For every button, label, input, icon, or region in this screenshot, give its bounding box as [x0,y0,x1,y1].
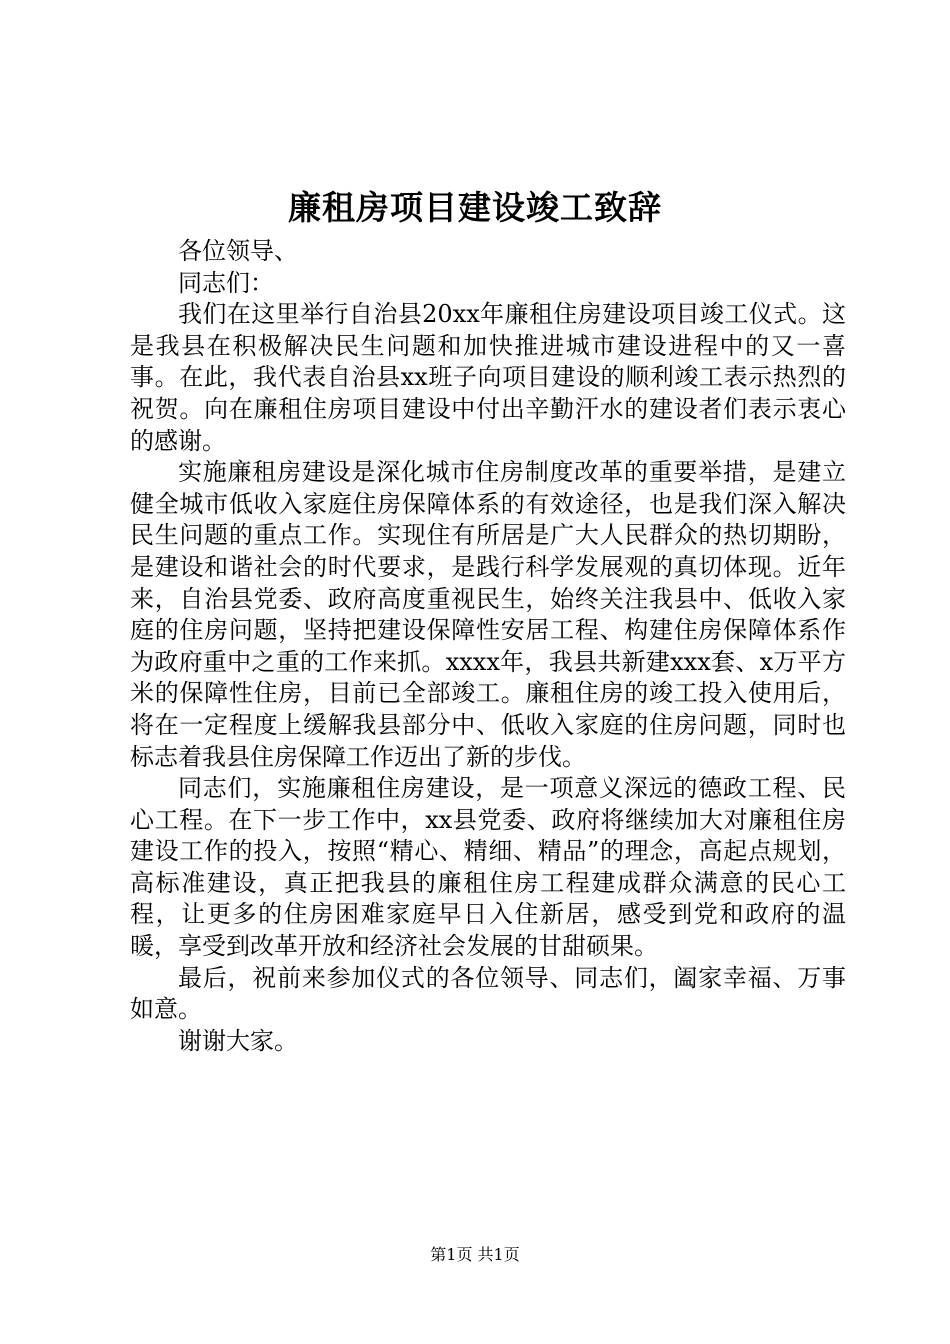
page-number-footer: 第1页 共1页 [430,1245,520,1264]
paragraph-wishes: 最后，祝前来参加仪式的各位领导、同志们，阖家幸福、万事如意。 [130,963,846,1024]
salutation-comrades: 同志们： [178,268,274,297]
paragraph-reform: 实施廉租房建设是深化城市住房制度改革的重要举措，是建立健全城市低收入家庭住房保障体系的有效途径，也是我们深入解决民生问题的重点工作。实现住有所居是广大人民群众的热切期盼，是建设和谐社会的时代要求，是践行科学发展观的真切体现。近年来，自治县党委、政府高度重视民生，始终关注我县中、低收入家庭的住房问题，坚持把建设保障性安居工程、构建住房保障体系作为政府重中之重的工作来抓。xxxx年，我县共新建xxx套、x万平方米的保障性住房，目前已全部竣工。廉租住房的竣工投入使用后，将在一定程度上缓解我县部分中、低收入家庭的住房问题，同时也标志着我县住房保障工作迈出了新的步伐。 [130,458,846,771]
document-title: 廉租房项目建设竣工致辞 [288,188,662,227]
document-body [130,236,846,1057]
paragraph-next-steps: 同志们，实施廉租住房建设，是一项意义深远的德政工程、民心工程。在下一步工作中，xx县党委、政府将继续加大对廉租住房建设工作的投入，按照“精心、精细、精品”的理念，高起点规划，高标准建设，真正把我县的廉租住房工程建成群众满意的民心工程，让更多的住房困难家庭早日入住新居，感受到党和政府的温暖，享受到改革开放和经济社会发展的甘甜硕果。 [130,774,846,961]
paragraph-ceremony: 我们在这里举行自治县20xx年廉租住房建设项目竣工仪式。这是我县在积极解决民生问题和加快推进城市建设进程中的又一喜事。在此，我代表自治县xx班子向项目建设的顺利竣工表示热烈的祝贺。向在廉租住房项目建设中付出辛勤汗水的建设者们表示衷心的感谢。 [130,300,846,455]
closing-thanks: 谢谢大家。 [178,1026,298,1055]
salutation-leaders: 各位领导、 [178,237,298,265]
